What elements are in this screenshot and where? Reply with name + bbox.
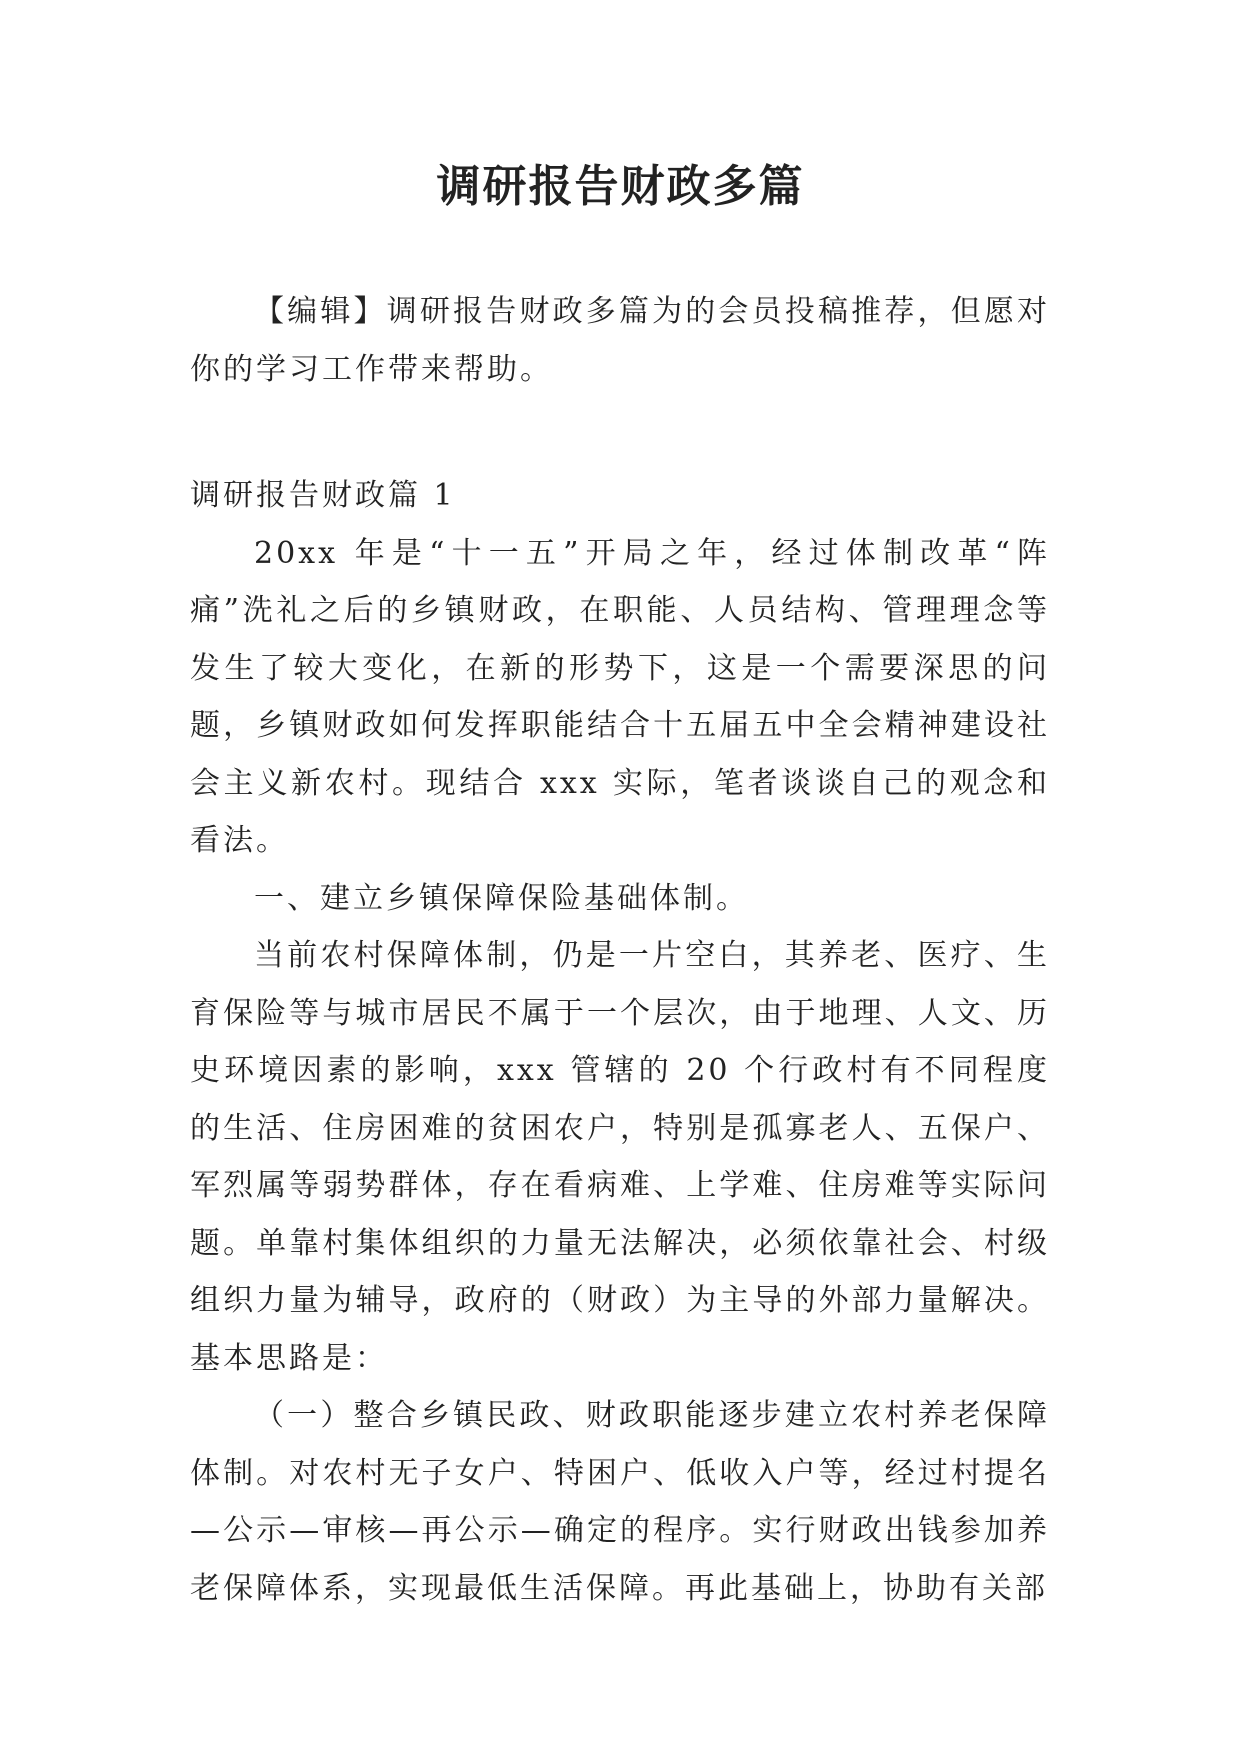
section-heading: 调研报告财政篇 1 <box>190 478 456 513</box>
body-paragraph-4: （一）整合乡镇民政、财政职能逐步建立农村养老保障体制。对农村无子女户、特困户、低收入户等，经过村提名—公示—审核—再公示—确定的程序。实行财政出钱参加养老保障体系，实现最低生活保障。再此基础上，协助有关部 <box>190 1398 1050 1606</box>
body-paragraph-1: 20xx 年是“十一五”开局之年，经过体制改革“阵痛”洗礼之后的乡镇财政，在职能、人员结构、管理理念等发生了较大变化，在新的形势下，这是一个需要深思的问题，乡镇财政如何发挥职能结合十五届五中全会精神建设社会主义新农村。现结合 xxx 实际，笔者谈谈自己的观念和看法。 <box>190 535 1050 858</box>
main-body <box>190 467 1050 1617</box>
intro-paragraph: 【编辑】调研报告财政多篇为的会员投稿推荐，但愿对你的学习工作带来帮助。 <box>190 294 1050 387</box>
intro-block <box>190 283 1050 398</box>
body-paragraph-3: 当前农村保障体制，仍是一片空白，其养老、医疗、生育保险等与城市居民不属于一个层次，由于地理、人文、历史环境因素的影响，xxx 管辖的 20 个行政村有不同程度的生活、住房困难的贫困农户，特别是孤寡老人、五保户、军烈属等弱势群体，存在看病难、上学难、住房难等实际问题。单靠村集体组织的力量无法解决，必须依靠社会、村级组织力量为辅导，政府的（财政）为主导的外部力量解决。基本思路是： <box>190 938 1050 1376</box>
body-paragraph-2: 一、建立乡镇保障保险基础体制。 <box>254 880 749 916</box>
document-title: 调研报告财政多篇 <box>436 161 805 212</box>
